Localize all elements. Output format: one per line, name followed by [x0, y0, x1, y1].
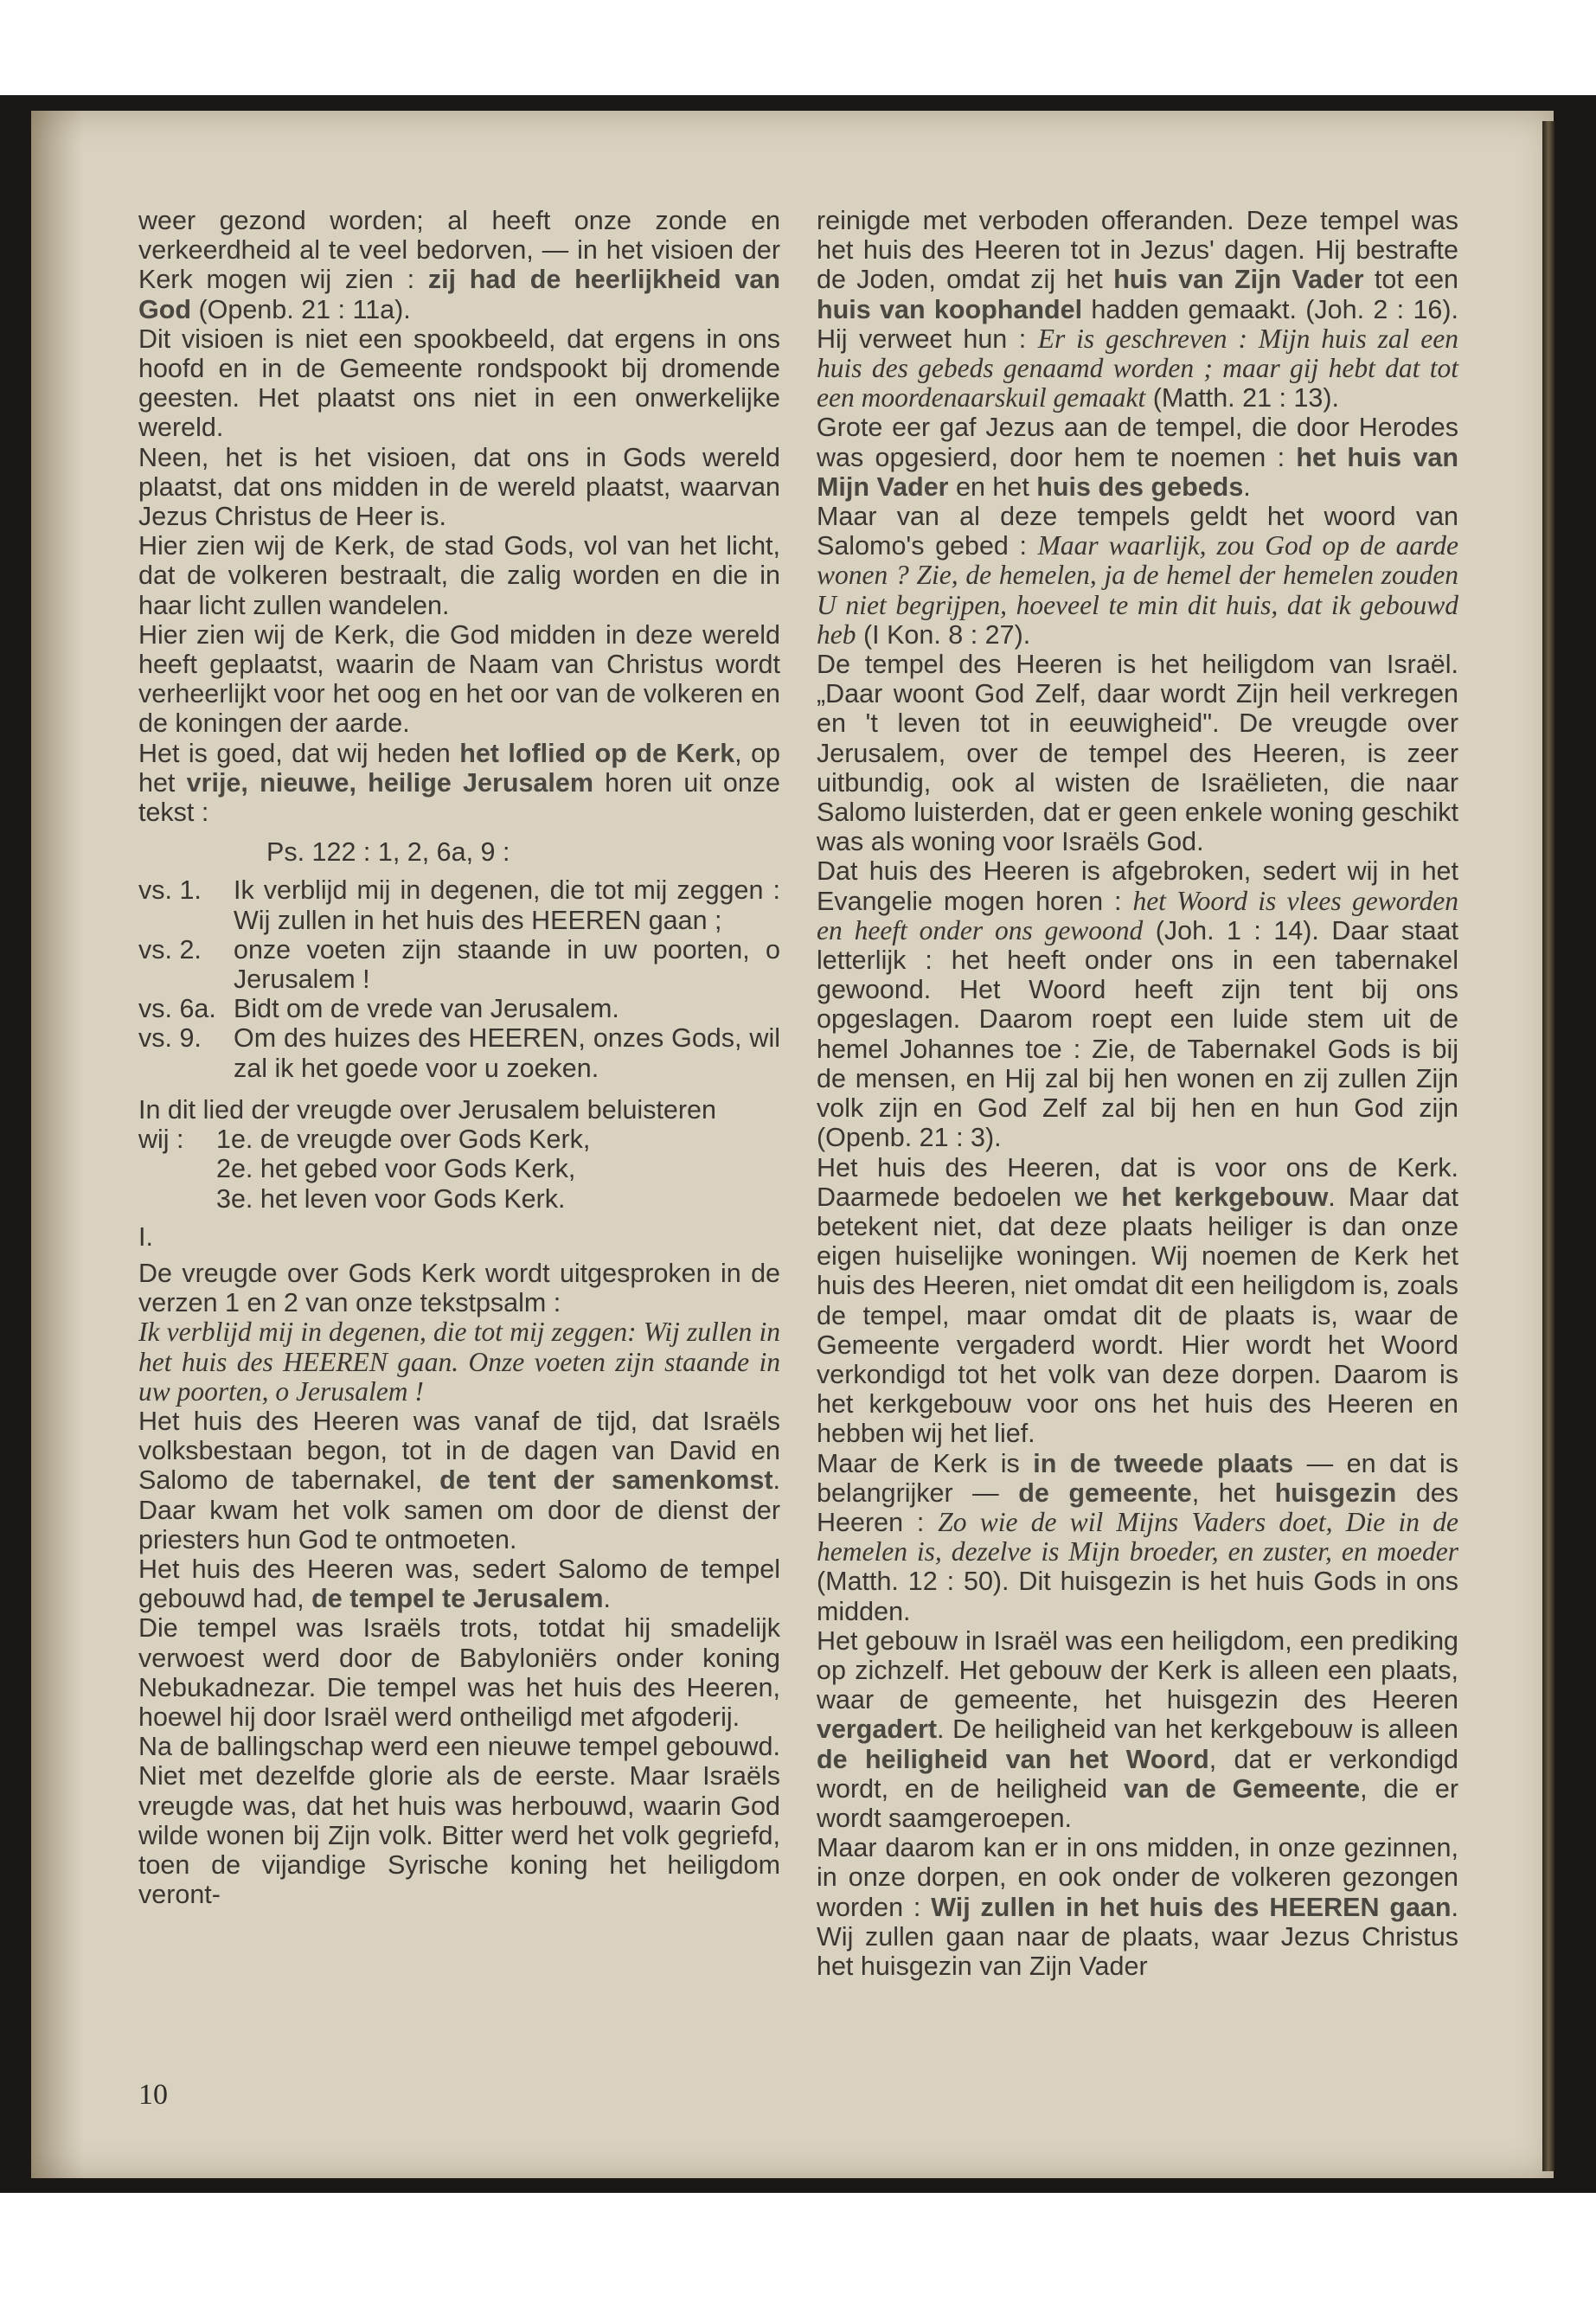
- emphasis: huis des gebeds: [1036, 471, 1244, 502]
- binding-shadow: [31, 111, 83, 2178]
- verse-number: vs. 6a.: [138, 994, 216, 1024]
- left-column: [138, 206, 780, 1909]
- verse-number: vs. 9.: [138, 1023, 202, 1054]
- emphasis: huis van Zijn Vader: [1113, 265, 1364, 295]
- emphasis: de gemeente: [1018, 1477, 1192, 1508]
- paragraph: In dit lied der vreugde over Jerusalem beluisteren: [138, 1094, 716, 1125]
- paragraph: [138, 1317, 780, 1407]
- page-number: 10: [138, 2079, 168, 2111]
- paragraph: Maar daarom kan er in ons midden, in onze gezinnen, in onze dorpen, en ook onder de volkeren gezongen worden : Wij zullen in het huis des HEEREN gaan. Wij zullen gaan naar de plaats, waar Jezus Christus het huisgezin van Zijn Vader: [817, 1833, 1459, 1981]
- paragraph: Grote eer gaf Jezus aan de tempel, die door Herodes was opgesierd, door hem te noemen : het huis van Mijn Vader en het huis des gebeds.: [817, 413, 1459, 502]
- verse: [138, 875, 780, 934]
- paragraph: Het gebouw in Israël was een heiligdom, een prediking op zichzelf. Het gebouw der Kerk is alleen een plaats, waar de gemeente, het huisgezin des Heeren vergadert. De heiligheid van het kerkgebouw is alleen de heiligheid van het Woord, dat er verkondigd wordt, en de heiligheid van de Gemeente, die er wordt saamgeroepen.: [817, 1625, 1459, 1833]
- paragraph: De vreugde over Gods Kerk wordt uitgesproken in de verzen 1 en 2 van onze tekstpsalm :: [138, 1258, 780, 1318]
- emphasis: het kerkgebouw: [1121, 1182, 1329, 1212]
- emphasis: in de tweede plaats: [1033, 1448, 1294, 1478]
- paragraph: Het huis des Heeren, dat is voor ons de Kerk. Daarmede bedoelen we het kerkgebouw. Maar dat betekent niet, dat deze plaats heiliger is dan onze eigen huiselijke woningen. Wij noemen de Kerk het huis des Heeren, niet omdat dit een heiligdom is, zoals de tempel, maar omdat dit de plaats is, waar de Gemeente vergaderd wordt. Hier wordt het Woord verkondigd tot het volk van deze dorpen. Daarom is het kerkgebouw voor ons het huis des Heeren en hebben wij het lief.: [817, 1152, 1458, 1449]
- paragraph: Na de ballingschap werd een nieuwe tempel gebouwd. Niet met dezelfde glorie als de eerste. Maar Israëls vreugde was, dat het huis was herbouwd, waarin God wilde wonen bij Zijn volk. Bitter werd het volk gegriefd, toen de vijandige Syrische koning het heiligdom veront-: [138, 1732, 780, 1910]
- paragraph: Het is goed, dat wij heden het loflied op de Kerk, op het vrije, nieuwe, heilige Jerusalem horen uit onze tekst :: [138, 738, 781, 828]
- verse-text: Bidt om de vrede van Jerusalem.: [234, 994, 619, 1024]
- paragraph: Het huis des Heeren was, sedert Salomo de tempel gebouwd had, de tempel te Jerusalem.: [138, 1554, 780, 1614]
- emphasis: zij had de heerlijkheid van God: [138, 265, 780, 324]
- emphasis: van de Gemeente: [1123, 1773, 1361, 1804]
- emphasis: Wij zullen in het huis des HEEREN gaan: [931, 1892, 1452, 1922]
- sermon-points: [138, 1125, 780, 1214]
- emphasis: vrije, nieuwe, heilige Jerusalem: [186, 767, 593, 798]
- emphasis: het huis van Mijn Vader: [817, 442, 1459, 502]
- psalm-reference: Ps. 122 : 1, 2, 6a, 9 :: [266, 837, 510, 868]
- verse-text: Ik verblijd mij in degenen, die tot mij zeggen : Wij zullen in het huis des HEEREN gaan ;: [234, 875, 780, 935]
- verse-text: onze voeten zijn staande in uw poorten, o Jerusalem !: [234, 934, 780, 995]
- verse: [138, 1023, 780, 1082]
- page-edge: [1542, 121, 1554, 2171]
- paragraph: Die tempel was Israëls trots, totdat hij smadelijk verwoest werd door de Babyloniërs onder koning Nebukadnezar. Die tempel was het huis des Heeren, hoewel hij door Israël werd ontheiligd met afgoderij.: [138, 1613, 780, 1732]
- list-item: 2e. het gebed voor Gods Kerk,: [216, 1154, 576, 1184]
- verse: [138, 935, 780, 994]
- emphasis: huisgezin: [1274, 1477, 1397, 1508]
- paragraph: Hier zien wij de Kerk, die God midden in deze wereld heeft geplaatst, waarin de Naam van Christus wordt verheerlijkt voor het oog en het oor van de volkeren en de koningen der aarde.: [138, 619, 780, 739]
- right-column: [817, 206, 1458, 1981]
- emphasis: de tempel te Jerusalem: [311, 1584, 604, 1614]
- paragraph: Maar van al deze tempels geldt het woord van Salomo's gebed : Maar waarlijk, zou God op de aarde wonen ? Zie, de hemelen, ja de hemel der hemelen zouden U niet begrijpen, hoeveel te min dit huis, dat ik gebouwd heb (I Kon. 8 : 27).: [817, 502, 1459, 650]
- emphasis: vergadert: [817, 1715, 938, 1745]
- paragraph: weer gezond worden; al heeft onze zonde en verkeerdheid al te veel bedorven, — in het visioen der Kerk mogen wij zien : zij had de heerlijkheid van God (Openb. 21 : 11a).: [138, 206, 780, 324]
- paragraph: De tempel des Heeren is het heiligdom van Israël. „Daar woont God Zelf, daar wordt Zijn heil verkregen en 't leven tot in eeuwigheid". De vreugde over Jerusalem, over de tempel des Heeren, is zeer uitbundig, ook al wisten de Israëlieten, die naar Salomo luisterden, dat er geen enkele woning geschikt was als woning voor Israëls God.: [817, 650, 1458, 857]
- paragraph: Dit visioen is niet een spookbeeld, dat ergens in ons hoofd en in de Gemeente rondspookt bij dromende geesten. Het plaatst ons niet in een onwerkelijke wereld.: [138, 324, 780, 443]
- paragraph: Het huis des Heeren was vanaf de tijd, dat Israëls volksbestaan begon, tot in de dagen van David en Salomo de tabernakel, de tent der samenkomst. Daar kwam het volk samen om door de dienst der priesters hun God te ontmoeten.: [138, 1406, 781, 1554]
- emphasis: de heiligheid van het Woord: [817, 1744, 1209, 1774]
- list-item: 3e. het leven voor Gods Kerk.: [216, 1183, 566, 1214]
- quotation: het Woord is vlees geworden en heeft onder ons gewoond: [817, 885, 1459, 945]
- emphasis: huis van koophandel: [817, 294, 1083, 324]
- paragraph: Hier zien wij de Kerk, de stad Gods, vol van het licht, dat de volkeren bestraalt, die zalig worden en die in haar licht zullen wandelen.: [138, 531, 780, 620]
- paragraph: Maar de Kerk is in de tweede plaats — en dat is belangrijker — de gemeente, het huisgezin des Heeren : Zo wie de wil Mijns Vaders doet, Die in de hemelen is, dezelve is Mijn broeder, en zuster, en moeder (Matth. 12 : 50). Dit huisgezin is het huis Gods in ons midden.: [817, 1448, 1458, 1626]
- verse: [138, 994, 780, 1023]
- quotation: Zo wie de wil Mijns Vaders doet, Die in de hemelen is, dezelve is Mijn broeder, en zuster, en moeder: [817, 1506, 1458, 1567]
- emphasis: het loflied op de Kerk: [459, 738, 735, 768]
- list-item: wij : 1e. de vreugde over Gods Kerk,: [138, 1125, 591, 1155]
- verse-number: vs. 1.: [138, 875, 202, 906]
- paragraph: Dat huis des Heeren is afgebroken, sedert wij in het Evangelie mogen horen : het Woord is vlees geworden en heeft onder ons gewoond (Joh. 1 : 14). Daar staat letterlijk : het heeft onder ons in een tabernakel gewoond. Het Woord heeft zijn tent bij ons opgeslagen. Daarom roept een luide stem uit de hemel Johannes toe : Zie, de Tabernakel Gods is bij de mensen, en Hij zal bij hen wonen en zij zullen Zijn volk zijn en God Zelf zal bij hen en hun God zijn (Openb. 21 : 3).: [817, 856, 1459, 1153]
- verse-number: vs. 2.: [138, 934, 202, 965]
- quotation: Er is geschreven : Mijn huis zal een huis des gebeds genaamd worden ; maar gij hebt dat tot een moordenaarskuil gemaakt: [817, 323, 1458, 413]
- section-heading: I.: [138, 1221, 153, 1252]
- quotation: Ik verblijd mij in degenen, die tot mij zeggen: Wij zullen in het huis des HEEREN gaan. Onze voeten zijn staande in uw poorten, o Jerusalem !: [138, 1317, 780, 1407]
- emphasis: de tent der samenkomst: [439, 1465, 773, 1496]
- quotation: Maar waarlijk, zou God op de aarde wonen ? Zie, de hemelen, ja de hemel der hemelen zouden U niet begrijpen, hoeveel te min dit huis, dat ik gebouwd heb: [817, 530, 1459, 650]
- paragraph: reinigde met verboden offeranden. Deze tempel was het huis des Heeren tot in Jezus' dagen. Hij bestrafte de Joden, omdat zij het huis van Zijn Vader tot een huis van koophandel hadden gemaakt. (Joh. 2 : 16). Hij verweet hun : Er is geschreven : Mijn huis zal een huis des gebeds genaamd worden ; maar gij hebt dat tot een moordenaarskuil gemaakt (Matth. 21 : 13).: [817, 206, 1458, 413]
- paragraph: Neen, het is het visioen, dat ons in Gods wereld plaatst, dat ons midden in de wereld plaatst, waarvan Jezus Christus de Heer is.: [138, 442, 780, 532]
- verse-text: Om des huizes des HEEREN, onzes Gods, wil zal ik het goede voor u zoeken.: [234, 1023, 780, 1083]
